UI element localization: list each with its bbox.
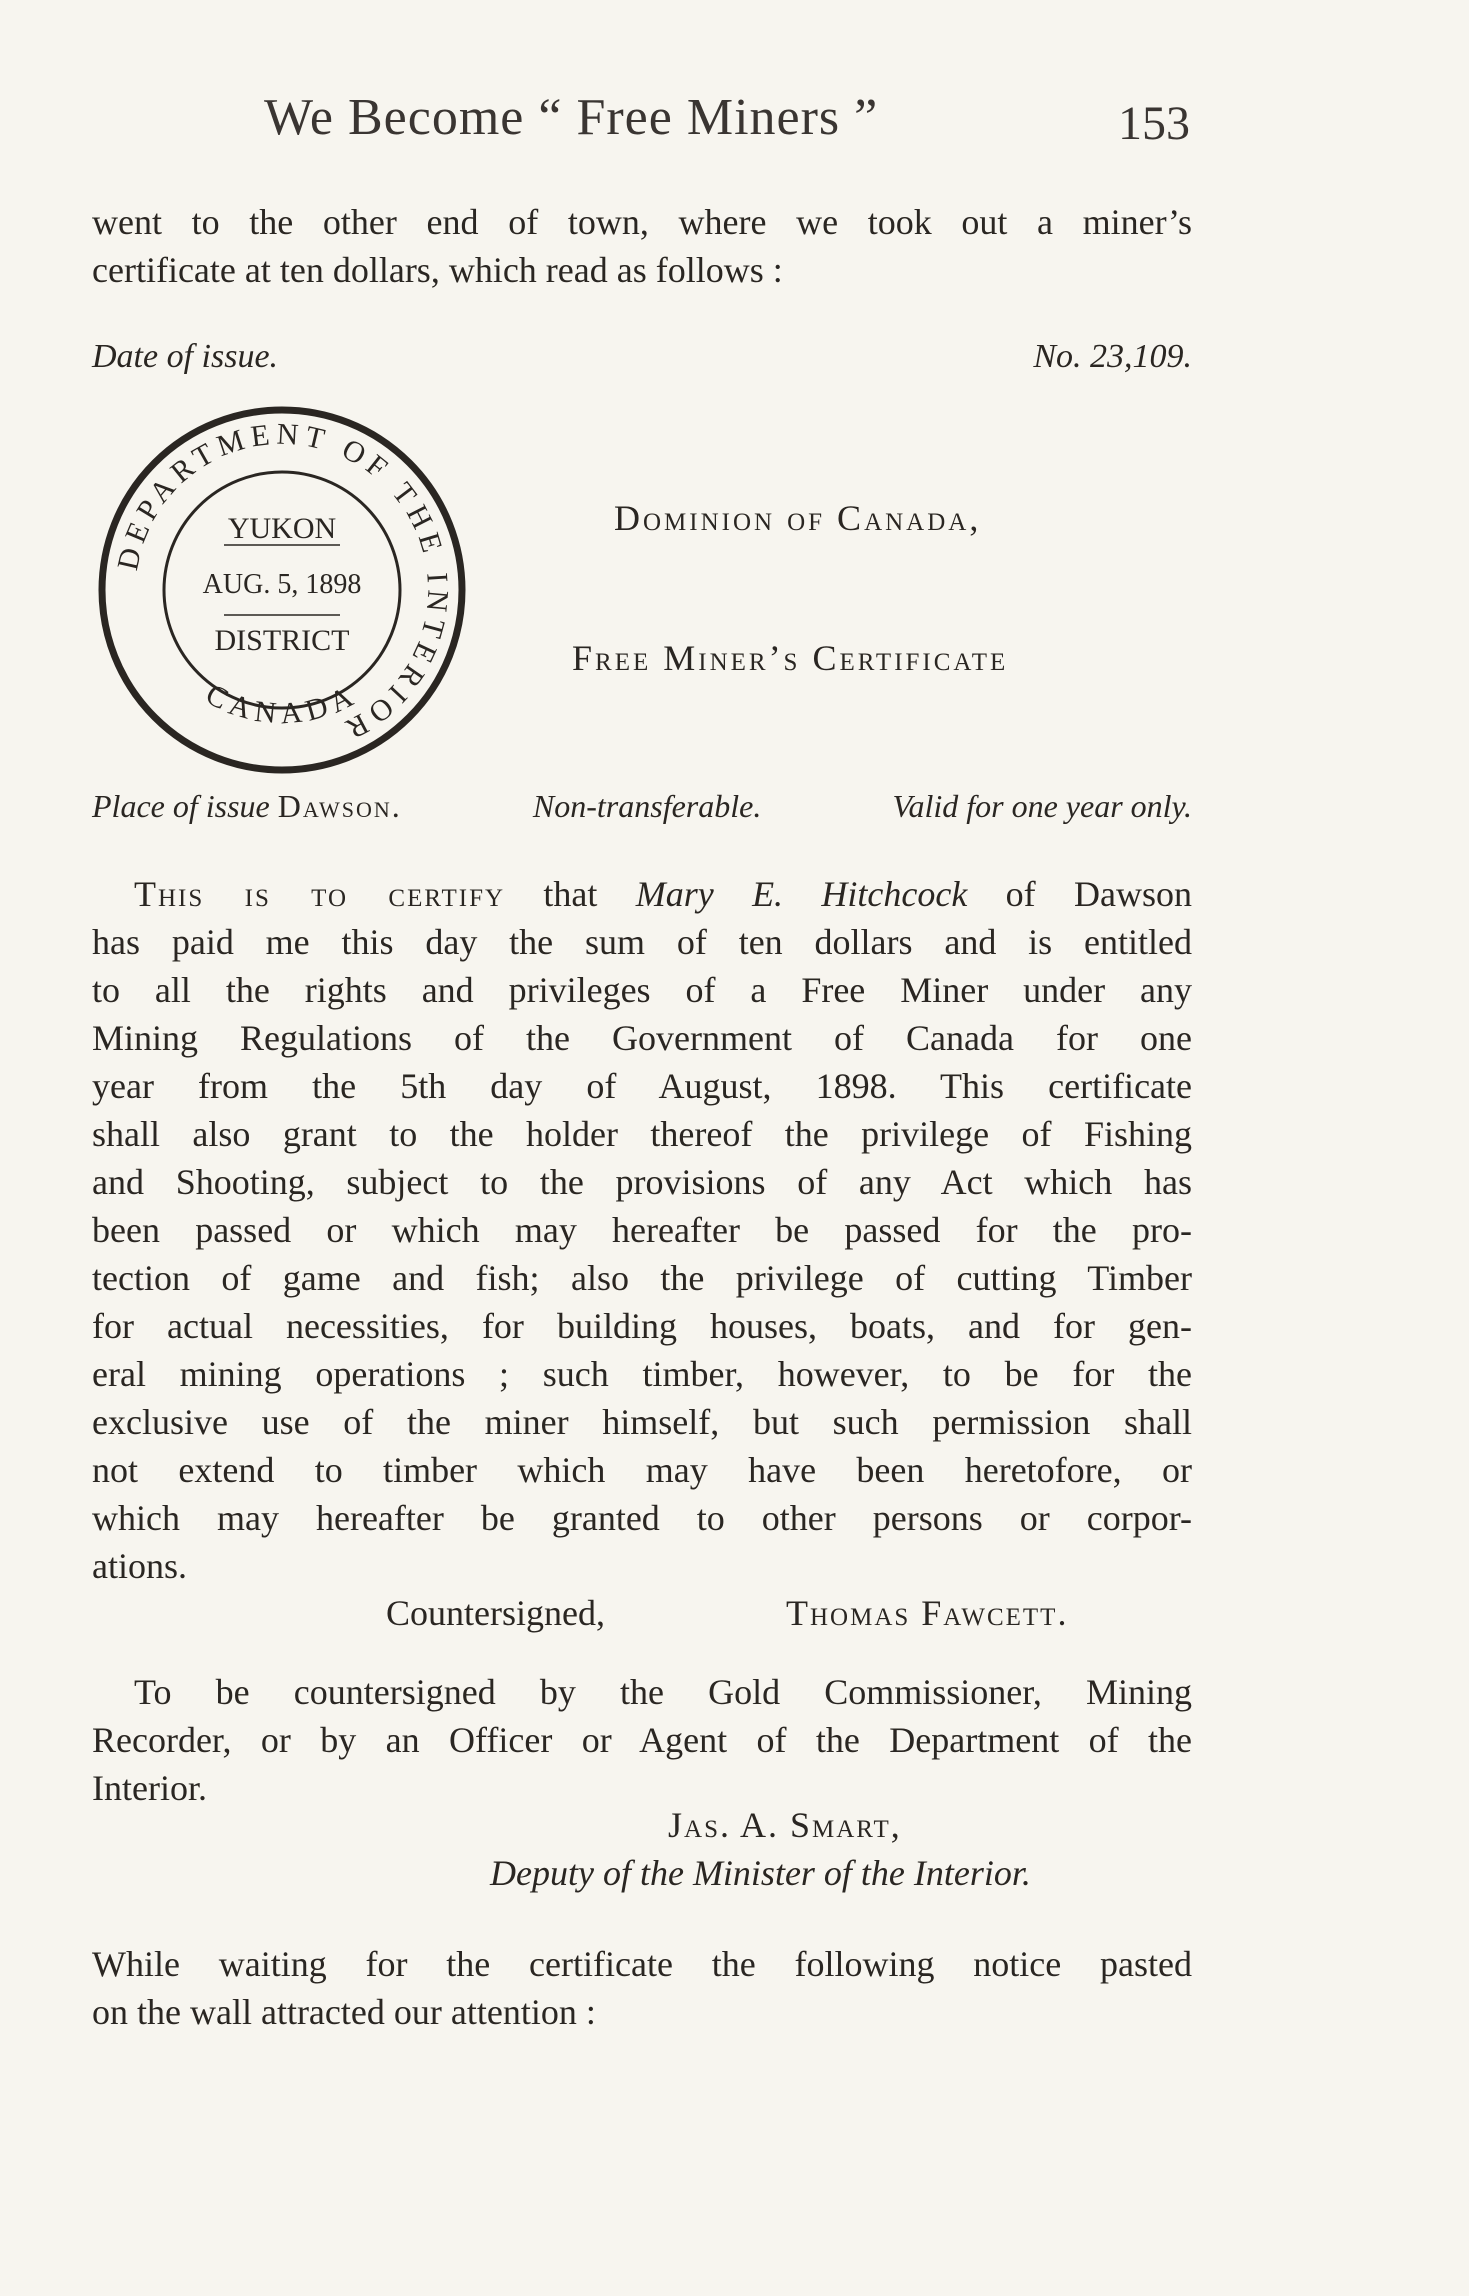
body-line: to all the rights and privileges of a Free Miner under any bbox=[92, 970, 1192, 1010]
body-first-line bbox=[92, 870, 1192, 918]
intro-paragraph bbox=[92, 198, 1192, 294]
countersign-note bbox=[92, 1668, 1192, 1812]
closing-line-1: While waiting for the certificate the following notice pasted bbox=[92, 1944, 1192, 1984]
signatory-name: Jas. A. Smart, bbox=[668, 1805, 902, 1845]
countersigned-name: Thomas Fawcett. bbox=[786, 1593, 1069, 1633]
body-first-rest: of Dawson bbox=[967, 874, 1192, 914]
body-line: has paid me this day the sum of ten dollars and is entitled bbox=[92, 922, 1192, 962]
body-line: not extend to timber which may have been heretofore, or bbox=[92, 1450, 1192, 1490]
certificate-number: No. 23,109. bbox=[1033, 338, 1192, 375]
certificate-top-row bbox=[92, 338, 1192, 376]
body-line: and Shooting, subject to the provisions of any Act which has bbox=[92, 1162, 1192, 1202]
place-value: Dawson. bbox=[277, 788, 402, 824]
holder-name: Mary E. Hitchcock bbox=[635, 874, 968, 914]
body-opening-words: This is to certify bbox=[134, 874, 506, 914]
note-line: Recorder, or by an Officer or Agent of the Department of the bbox=[92, 1720, 1192, 1760]
body-that: that bbox=[505, 874, 636, 914]
non-transferable-note: Non-transferable. bbox=[532, 788, 762, 824]
body-last-line: ations. bbox=[92, 1546, 187, 1586]
note-last-line: Interior. bbox=[92, 1768, 207, 1808]
note-line: To be countersigned by the Gold Commissioner, Mining bbox=[134, 1672, 1192, 1712]
validity-note: Valid for one year only. bbox=[892, 788, 1192, 824]
closing-line-2: on the wall attracted our attention : bbox=[92, 1992, 596, 2032]
place-label: Place of issue bbox=[92, 788, 270, 824]
place-of-issue bbox=[92, 788, 402, 825]
date-of-issue-label: Date of issue. bbox=[92, 338, 279, 375]
seal-line-date: AUG. 5, 1898 bbox=[202, 569, 362, 600]
body-line: for actual necessities, for building houses, boats, and for gen- bbox=[92, 1306, 1192, 1346]
body-line: which may hereafter be granted to other persons or corpor- bbox=[92, 1498, 1192, 1538]
body-line: tection of game and fish; also the privilege of cutting Timber bbox=[92, 1258, 1192, 1298]
body-line: shall also grant to the holder thereof the privilege of Fishing bbox=[92, 1114, 1192, 1154]
place-row bbox=[92, 788, 1192, 825]
body-line: exclusive use of the miner himself, but such permission shall bbox=[92, 1402, 1192, 1442]
body-line: been passed or which may hereafter be passed for the pro- bbox=[92, 1210, 1192, 1250]
body-line: Mining Regulations of the Government of Canada for one bbox=[92, 1018, 1192, 1058]
seal-line-yukon: YUKON bbox=[227, 512, 337, 545]
countersigned-label: Countersigned, bbox=[386, 1593, 605, 1633]
running-head-title: We Become “ Free Miners ” bbox=[264, 89, 879, 146]
certificate-body bbox=[92, 870, 1192, 1590]
certificate-title: Free Miner’s Certificate bbox=[572, 638, 1009, 678]
body-line: eral mining operations ; such timber, however, to be for the bbox=[92, 1354, 1192, 1394]
department-seal bbox=[92, 400, 472, 780]
seal-graphic bbox=[92, 400, 472, 780]
intro-line-1: went to the other end of town, where we took out a miner’s bbox=[92, 202, 1192, 242]
seal-ring-text: DEPARTMENT OF THE INTERIOR bbox=[111, 417, 455, 749]
seal-bottom-text: CANADA bbox=[200, 677, 364, 731]
dominion-heading: Dominion of Canada, bbox=[614, 498, 982, 538]
intro-line-2: certificate at ten dollars, which read as follows : bbox=[92, 250, 783, 290]
seal-line-district: DISTRICT bbox=[214, 624, 350, 657]
page-number: 153 bbox=[1118, 97, 1190, 150]
signatory-title: Deputy of the Minister of the Interior. bbox=[490, 1853, 1031, 1893]
body-line: year from the 5th day of August, 1898. This certificate bbox=[92, 1066, 1192, 1106]
closing-paragraph bbox=[92, 1940, 1192, 2036]
